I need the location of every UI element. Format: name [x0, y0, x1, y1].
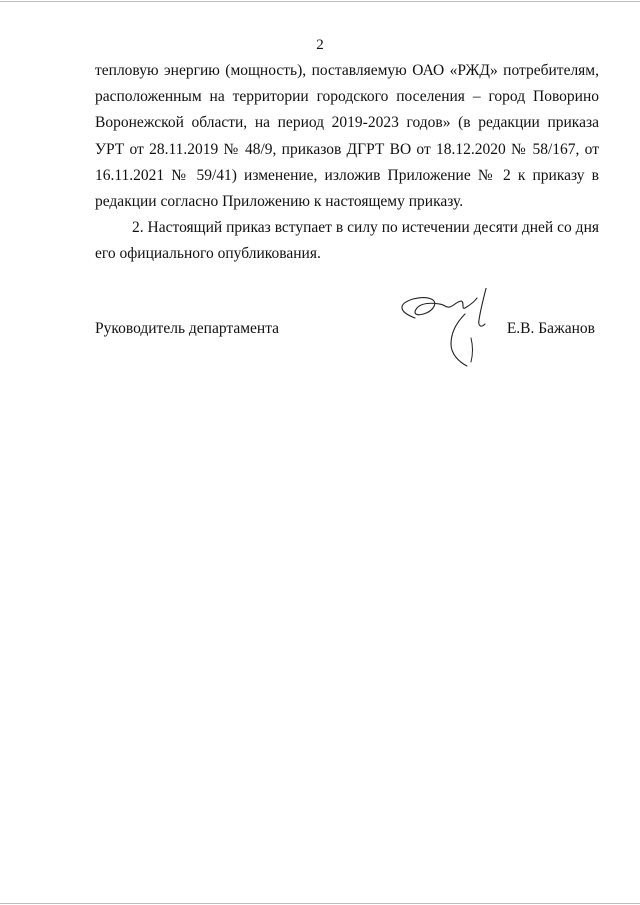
paragraph-2: 2. Настоящий приказ вступает в силу по истечении десяти дней со дня его официального опубликования.	[95, 219, 599, 263]
signatory-name: Е.В. Бажанов	[506, 320, 595, 337]
signature-block	[95, 318, 599, 398]
page-number: 2	[316, 37, 324, 53]
handwritten-signature	[395, 288, 500, 398]
bottom-scan-edge	[0, 903, 640, 904]
paragraph-1: тепловую энергию (мощность), поставляемую ОАО «РЖД» потребителям, расположенным на территории городского поселения – город Поворино Воронежской области, на период 2019-2023 годов» (в редакции приказа УРТ от 28.11.2019 № 48/9, приказов ДГРТ ВО от 18.12.2020 № 58/167, от 16.11.2021 № 59/41) изменение, изложив Приложение № 2 к приказу в редакции согласно Приложению к настоящему приказу.	[95, 62, 599, 211]
top-scan-edge	[0, 1, 640, 2]
signatory-title: Руководитель департамента	[95, 320, 280, 337]
